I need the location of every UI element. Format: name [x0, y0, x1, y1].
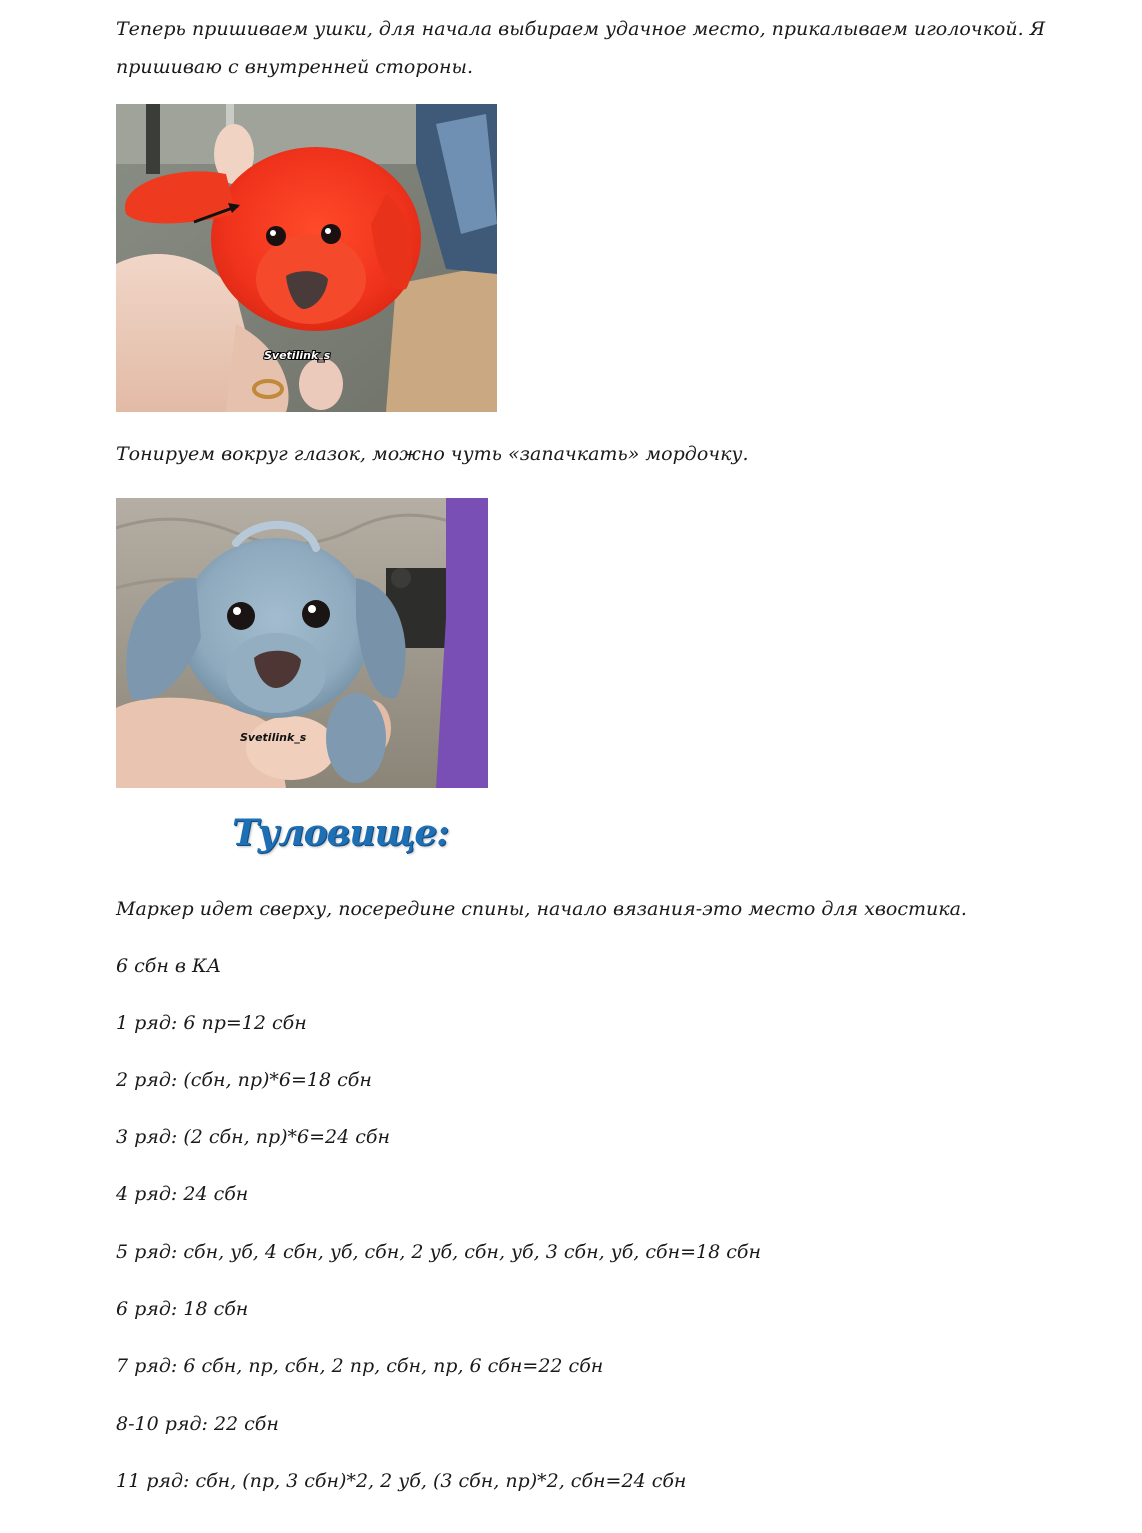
row-line: 1 ряд: 6 пр=12 сбн: [116, 1012, 307, 1034]
grey-dog-photo: [116, 498, 488, 788]
row-line: 6 ряд: 18 сбн: [116, 1298, 249, 1320]
row-line: 5 ряд: сбн, уб, 4 сбн, уб, сбн, 2 уб, сбн, уб, 3 сбн, уб, сбн=18 сбн: [116, 1241, 762, 1263]
toning-paragraph: Тонируем вокруг глазок, можно чуть «запачкать» мордочку.: [116, 443, 749, 465]
row-line: 8-10 ряд: 22 сбн: [116, 1413, 279, 1435]
red-dog-photo: [116, 104, 497, 412]
row-line: 11 ряд: сбн, (пр, 3 сбн)*2, 2 уб, (3 сбн, пр)*2, сбн=24 сбн: [116, 1470, 687, 1492]
section-heading: Туловище:: [232, 812, 449, 854]
row-line: 4 ряд: 24 сбн: [116, 1183, 249, 1205]
watermark-1: Svetilink_s: [264, 349, 331, 362]
row-line: 6 сбн в КА: [116, 955, 222, 977]
row-line: 7 ряд: 6 сбн, пр, сбн, 2 пр, сбн, пр, 6 сбн=22 сбн: [116, 1355, 604, 1377]
watermark-2: Svetilink_s: [240, 731, 307, 744]
intro-paragraph: Теперь пришиваем ушки, для начала выбираем удачное место, прикалываем иголочкой. Я пришиваю с внутренней стороны.: [116, 18, 1046, 78]
row-line: 2 ряд: (сбн, пр)*6=18 сбн: [116, 1069, 372, 1091]
marker-paragraph: Маркер идет сверху, посередине спины, начало вязания-это место для хвостика.: [116, 898, 967, 920]
row-line: 3 ряд: (2 сбн, пр)*6=24 сбн: [116, 1126, 391, 1148]
